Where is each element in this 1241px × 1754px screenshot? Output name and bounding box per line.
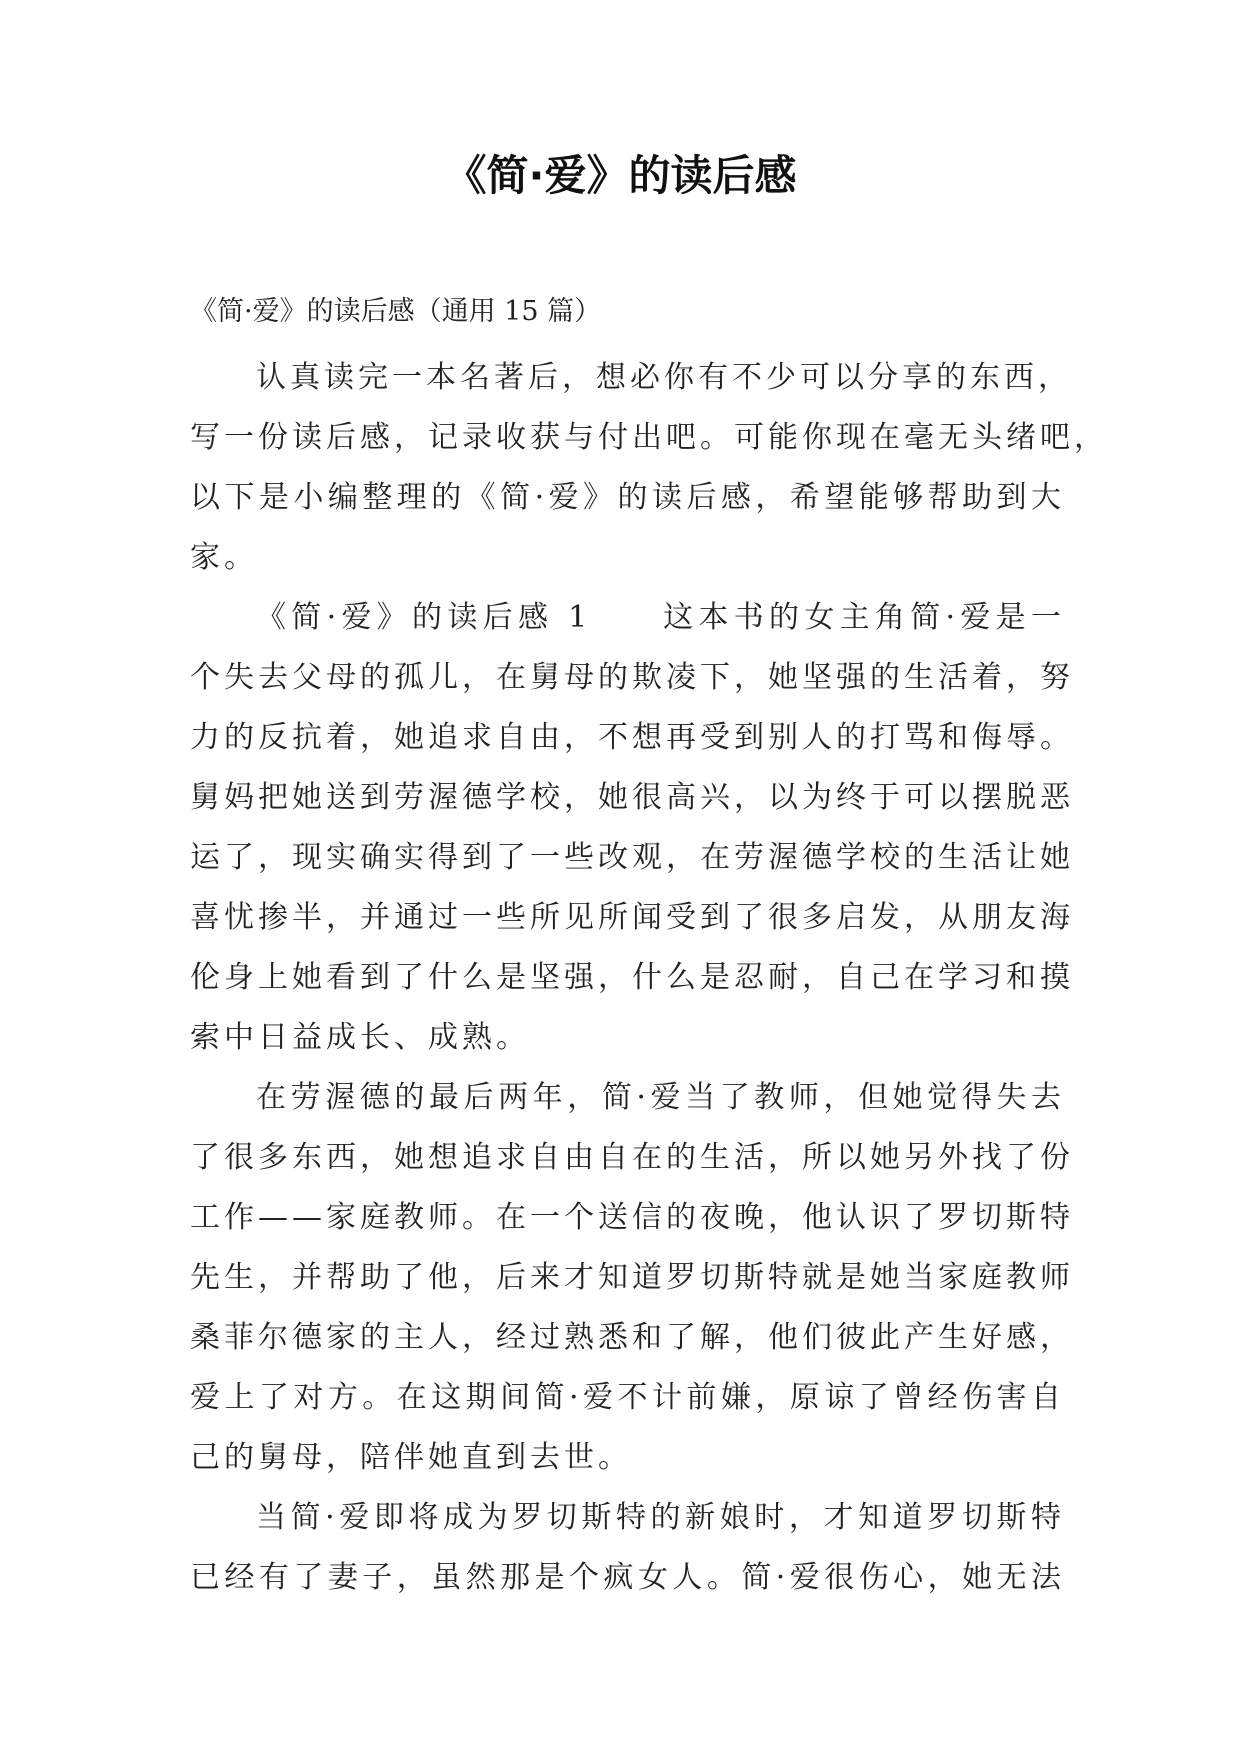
- paragraph: [190, 588, 1074, 1068]
- paragraph-line: 已经有了妻子，虽然那是个疯女人。简·爱很伤心，她无法: [190, 1560, 1065, 1595]
- paragraph-line: 己的舅母，陪伴她直到去世。: [190, 1440, 632, 1475]
- paragraph-line: 桑菲尔德家的主人，经过熟悉和了解，他们彼此产生好感，: [190, 1320, 1074, 1355]
- paragraph-line: 个失去父母的孤儿，在舅母的欺凌下，她坚强的生活着，努: [190, 660, 1074, 695]
- paragraph-line: 了很多东西，她想追求自由自在的生活，所以她另外找了份: [190, 1140, 1074, 1175]
- paragraph-line: 爱上了对方。在这期间简·爱不计前嫌，原谅了曾经伤害自: [190, 1380, 1065, 1415]
- paragraph-line: 家。: [190, 540, 258, 575]
- paragraph-line: 先生，并帮助了他，后来才知道罗切斯特就是她当家庭教师: [190, 1260, 1074, 1295]
- paragraph: [190, 1068, 1074, 1488]
- document-body: [190, 348, 1108, 1608]
- paragraph-line: 《简·爱》的读后感 1 这本书的女主角简·爱是一: [256, 600, 1065, 635]
- paragraph-line: 在劳渥德的最后两年，简·爱当了教师，但她觉得失去: [256, 1080, 1065, 1115]
- paragraph-line: 工作——家庭教师。在一个送信的夜晚，他认识了罗切斯特: [190, 1200, 1074, 1235]
- paragraph-line: 当简·爱即将成为罗切斯特的新娘时，才知道罗切斯特: [256, 1500, 1065, 1535]
- document-subtitle: 《简·爱》的读后感（通用 15 篇）: [190, 296, 602, 327]
- paragraph-line: 以下是小编整理的《简·爱》的读后感，希望能够帮助到大: [190, 480, 1065, 515]
- document-title: 《简·爱》的读后感: [444, 151, 797, 200]
- paragraph-line: 力的反抗着，她追求自由，不想再受到别人的打骂和侮辱。: [190, 720, 1074, 755]
- paragraph-line: 喜忧掺半，并通过一些所见所闻受到了很多启发，从朋友海: [190, 900, 1074, 935]
- paragraph-line: 认真读完一本名著后，想必你有不少可以分享的东西，: [256, 360, 1072, 395]
- paragraph: [190, 348, 1108, 588]
- paragraph-line: 伦身上她看到了什么是坚强，什么是忍耐，自己在学习和摸: [190, 960, 1074, 995]
- paragraph-line: 索中日益成长、成熟。: [190, 1020, 530, 1055]
- paragraph: [190, 1488, 1065, 1608]
- paragraph-line: 写一份读后感，记录收获与付出吧。可能你现在毫无头绪吧，: [190, 420, 1108, 455]
- paragraph-line: 运了，现实确实得到了一些改观，在劳渥德学校的生活让她: [190, 840, 1074, 875]
- paragraph-line: 舅妈把她送到劳渥德学校，她很高兴，以为终于可以摆脱恶: [190, 780, 1074, 815]
